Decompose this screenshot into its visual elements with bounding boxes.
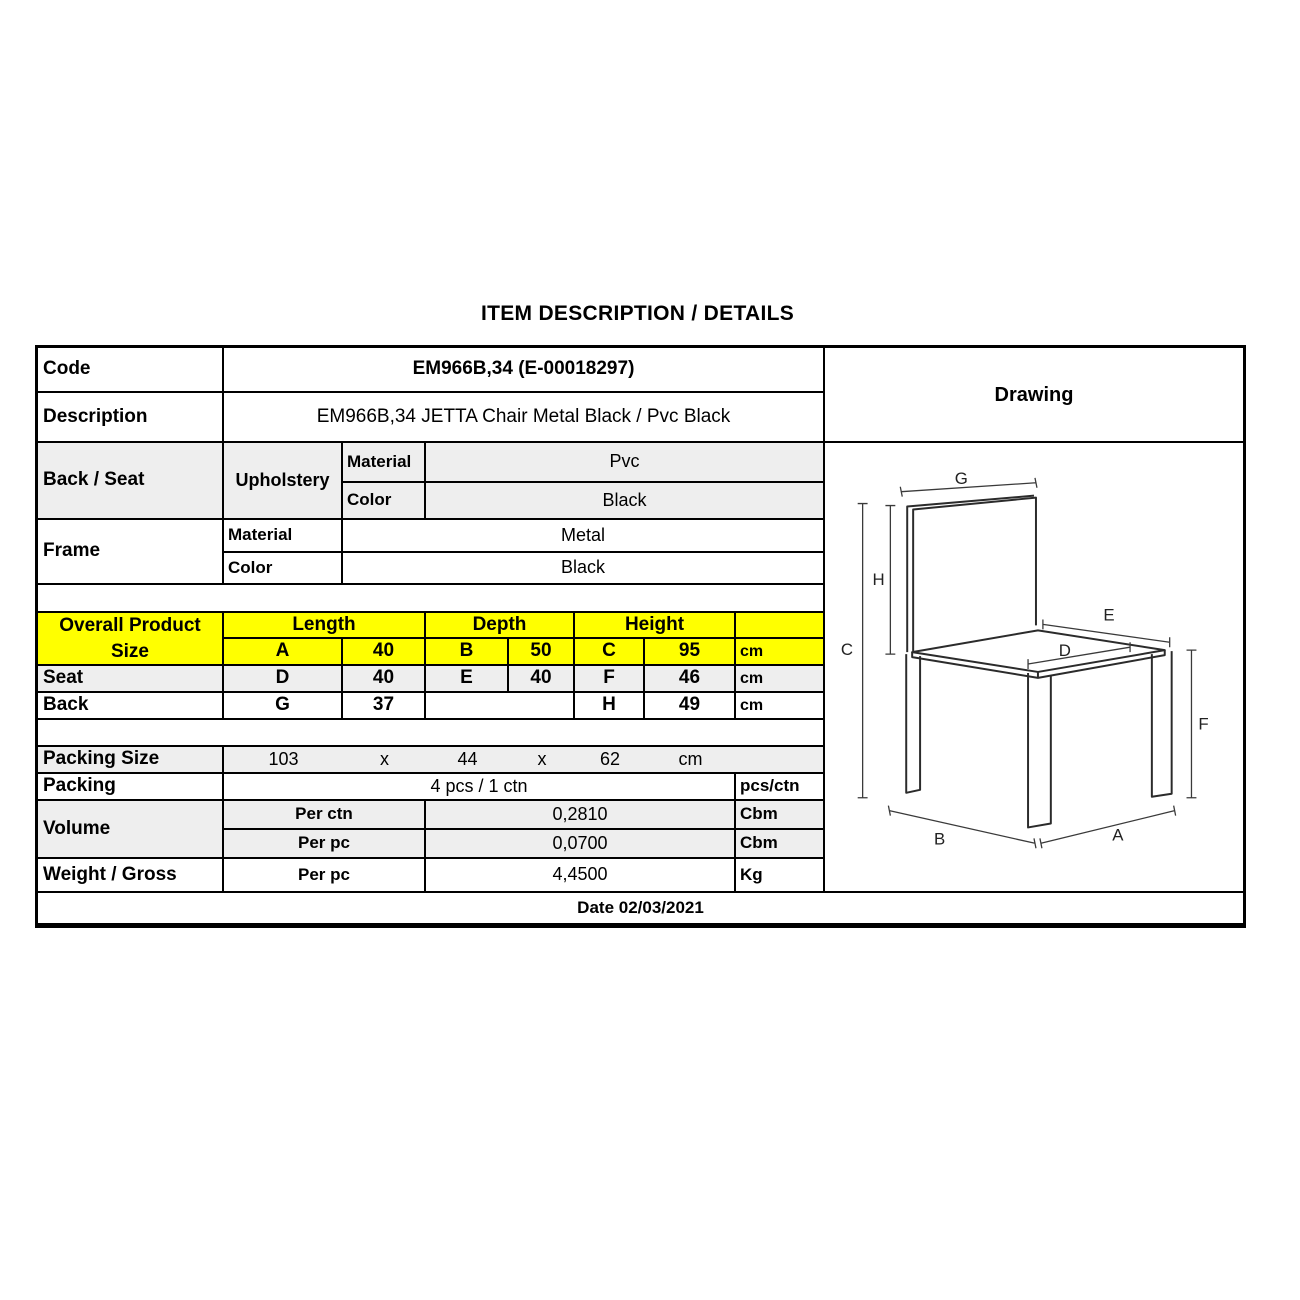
overall-unit: cm [736, 639, 823, 666]
seat-label: Seat [38, 666, 224, 693]
back-seat-material-value: Pvc [426, 443, 823, 483]
frame-material-label: Material [224, 520, 343, 553]
overall-dim-c: C [575, 639, 645, 666]
seat-dim-f: F [575, 666, 645, 693]
back-val-g: 37 [343, 693, 426, 720]
packing-size-depth: 44 [457, 748, 478, 769]
volume-label: Volume [38, 801, 224, 859]
code-label: Code [38, 348, 224, 393]
weight-per-pc-value: 4,4500 [426, 859, 736, 893]
weight-per-pc-unit: Kg [736, 859, 823, 893]
seat-dim-e: E [426, 666, 509, 693]
volume-per-ctn-value: 0,2810 [426, 801, 736, 830]
back-dim-h: H [575, 693, 645, 720]
volume-per-ctn-unit: Cbm [736, 801, 823, 830]
length-header: Length [224, 613, 426, 639]
back-label: Back [38, 693, 224, 720]
dim-line-f [1187, 650, 1197, 798]
dim-label-a: A [1112, 825, 1124, 845]
dim-label-f: F [1198, 714, 1209, 734]
spacer-row [38, 585, 823, 613]
backrest-face [913, 498, 1036, 652]
seat-val-f: 46 [645, 666, 736, 693]
volume-per-pc-unit: Cbm [736, 830, 823, 859]
backrest-edge [907, 496, 1034, 652]
drawing-panel [823, 443, 1243, 893]
seat-val-e: 40 [509, 666, 575, 693]
overall-val-b: 50 [509, 639, 575, 666]
front-leg [1028, 673, 1051, 828]
page-title: ITEM DESCRIPTION / DETAILS [480, 302, 795, 325]
frame-color-value: Black [343, 553, 823, 585]
size-row-label [38, 613, 224, 666]
depth-header: Depth [426, 613, 575, 639]
description-value: EM966B,34 JETTA Chair Metal Black / Pvc Black [224, 393, 823, 443]
overall-dim-b: B [426, 639, 509, 666]
left-leg [906, 654, 920, 793]
packing-size-unit: cm [678, 748, 703, 769]
dim-label-g: G [954, 468, 968, 488]
dim-line-a [1040, 806, 1176, 849]
dim-line-g [900, 478, 1037, 497]
dim-label-c: C [840, 640, 854, 660]
details-table [35, 345, 1246, 928]
frame-material-value: Metal [343, 520, 823, 553]
chair-drawing [825, 444, 1241, 890]
volume-per-pc-value: 0,0700 [426, 830, 736, 859]
dim-label-d: D [1058, 641, 1071, 661]
weight-label: Weight / Gross [38, 859, 224, 893]
packing-size-height: 62 [599, 748, 621, 769]
packing-label: Packing [38, 774, 224, 801]
back-val-h: 49 [645, 693, 736, 720]
code-value: EM966B,34 (E-00018297) [224, 348, 823, 393]
back-seat-material-label: Material [343, 443, 426, 483]
back-seat-color-value: Black [426, 483, 823, 520]
volume-per-pc-label: Per pc [224, 830, 426, 859]
packing-value: 4 pcs / 1 ctn [224, 774, 736, 801]
frame-color-label: Color [224, 553, 343, 585]
frame-label: Frame [38, 520, 224, 585]
size-row-label-line1: Overall Product [59, 614, 201, 636]
packing-size-value [224, 747, 823, 774]
back-dim-g: G [224, 693, 343, 720]
dim-label-b: B [933, 829, 946, 849]
packing-unit: pcs/ctn [736, 774, 823, 801]
spacer-row [38, 720, 823, 747]
dim-line-c [858, 504, 868, 798]
seat-thickness [912, 650, 1165, 678]
upholstery-label: Upholstery [224, 443, 343, 520]
packing-size-label: Packing Size [38, 747, 224, 774]
overall-dim-a: A [224, 639, 343, 666]
chair-outline [906, 496, 1171, 828]
weight-per-pc-label: Per pc [224, 859, 426, 893]
dim-line-h [885, 506, 895, 655]
drawing-header: Drawing [823, 348, 1243, 443]
description-label: Description [38, 393, 224, 443]
packing-size-length: 103 [268, 748, 299, 769]
date-row: Date 02/03/2021 [577, 897, 704, 917]
back-seat-label: Back / Seat [38, 443, 224, 520]
times-sign: x [380, 748, 389, 769]
dim-line-b [888, 806, 1036, 849]
height-header: Height [575, 613, 736, 639]
seat-val-d: 40 [343, 666, 426, 693]
size-row-label-line2: Size [110, 640, 150, 662]
back-empty-cell [426, 693, 575, 720]
seat-dim-d: D [224, 666, 343, 693]
size-header-corner [736, 613, 823, 639]
overall-val-c: 95 [645, 639, 736, 666]
back-unit: cm [736, 693, 823, 720]
dim-label-e: E [1103, 605, 1115, 625]
right-leg [1152, 651, 1172, 797]
back-seat-color-label: Color [343, 483, 426, 520]
dim-label-h: H [872, 569, 885, 589]
overall-val-a: 40 [343, 639, 426, 666]
seat-unit: cm [736, 666, 823, 693]
volume-per-ctn-label: Per ctn [224, 801, 426, 830]
times-sign: x [537, 748, 547, 769]
